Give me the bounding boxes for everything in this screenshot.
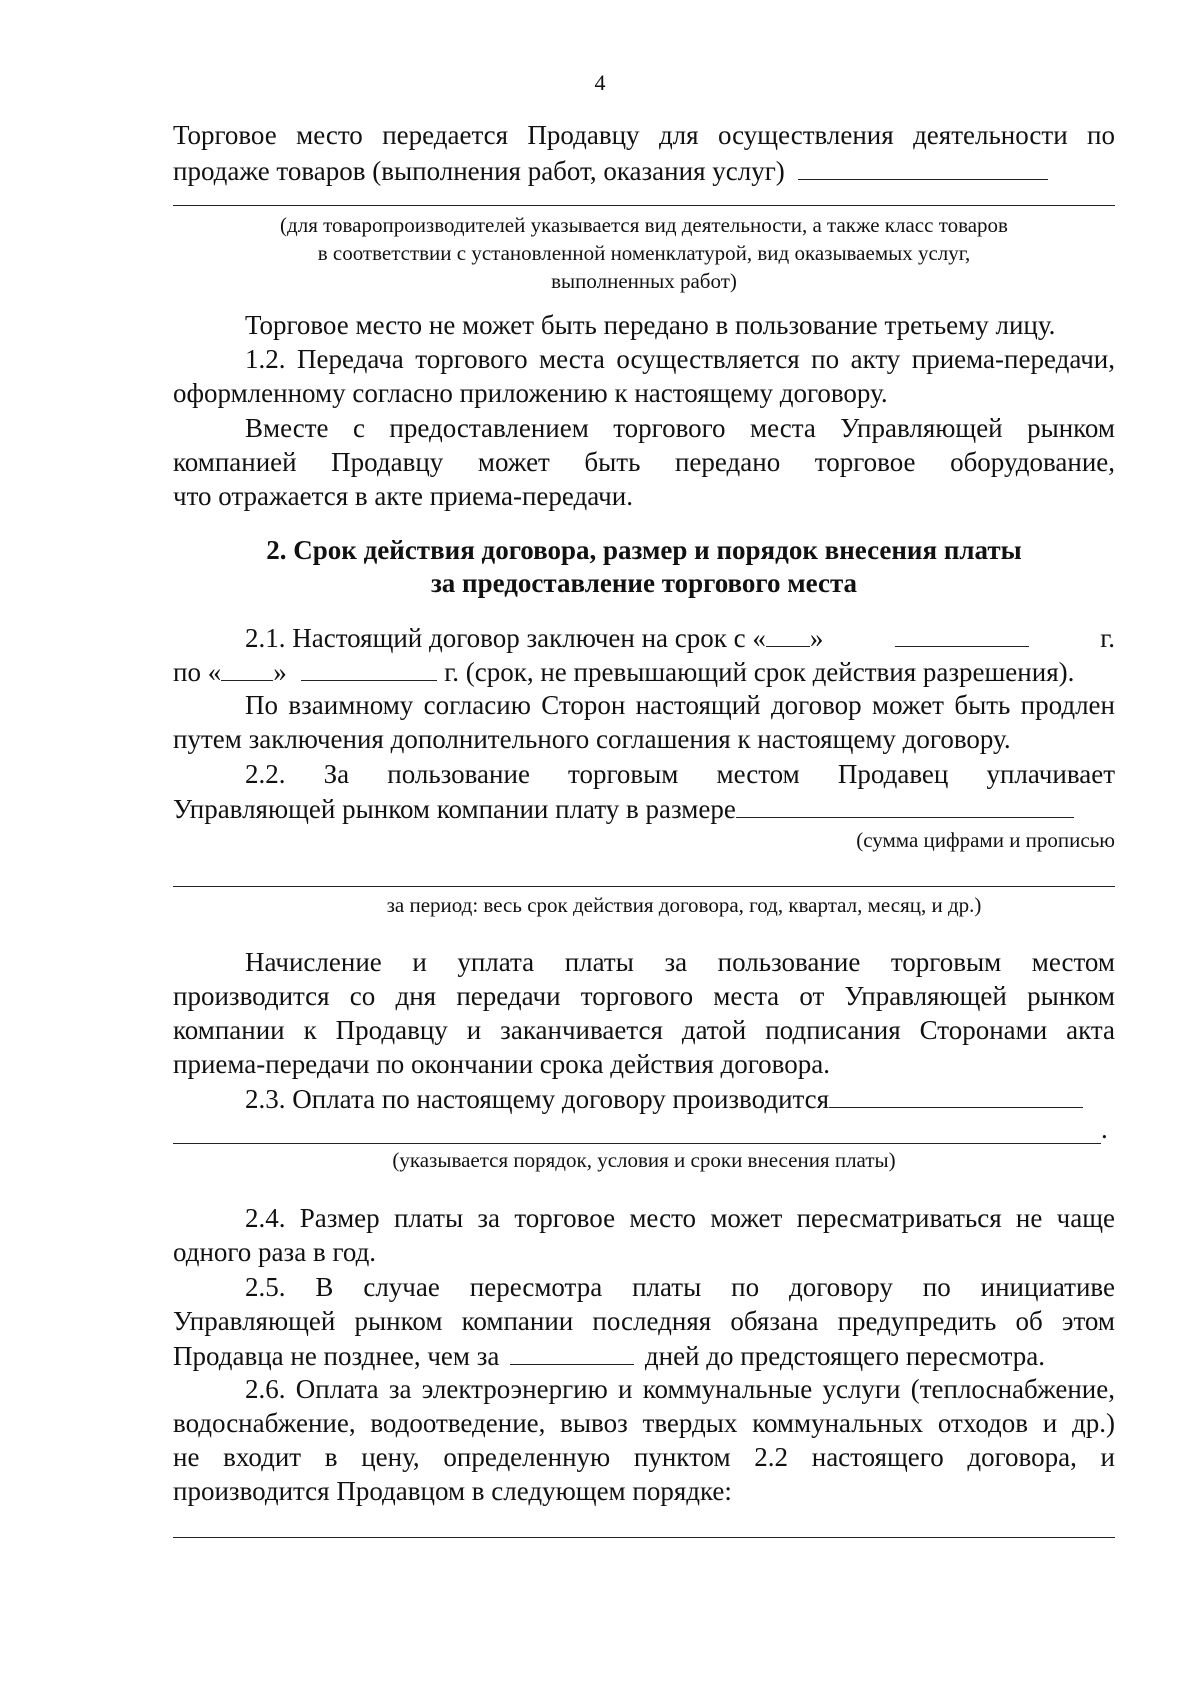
clause-2-6-line-1: 2.6. Оплата за электроэнергию и коммунальные услуги (теплоснабжение,	[245, 1374, 1115, 1404]
no-transfer-paragraph: Торговое место не может быть передано в пользование третьему лицу.	[245, 310, 1056, 340]
section-2-title-line-2: за предоставление торгового места	[430, 568, 858, 598]
accrual-line-3: компании к Продавцу и заканчивается датой подписания Сторонами акта	[173, 1015, 1115, 1045]
clause-2-4-line-1: 2.4. Размер платы за торговое место может пересматриваться не чаще	[245, 1203, 1115, 1233]
equipment-line-3: что отражается в акте приема-передачи.	[173, 481, 633, 511]
prolong-line-2: путем заключения дополнительного соглашения к настоящему договору.	[173, 724, 1011, 754]
amount-blank	[736, 791, 1074, 818]
prolong-line-1: По взаимному согласию Сторон настоящий договор может быть продлен	[245, 690, 1115, 720]
start-day-blank	[766, 620, 810, 647]
clause-2-6-line-2: водоснабжение, водоотведение, вывоз твердых коммунальных отходов и др.)	[173, 1408, 1115, 1438]
intro-line-2	[173, 153, 1115, 189]
clause-2-2-text: Управляющей рынком компании плату в размере	[173, 794, 736, 824]
clause-1-2-line-1: 1.2. Передача торгового места осуществляется по акту приема-передачи,	[245, 344, 1115, 374]
clause-2-1-line-1	[173, 620, 1115, 656]
clause-2-3-line-1	[173, 1081, 1115, 1117]
accrual-line-1: Начисление и уплата платы за пользование торговым местом	[245, 947, 1115, 977]
clause-2-1-start: 2.1. Настоящий договор заключен на срок с «	[245, 623, 766, 653]
period-blank-line	[173, 886, 1115, 887]
clause-2-2-line-1: 2.2. За пользование торговым местом Продавец уплачивает	[245, 759, 1115, 789]
intro-line-2-text: продаже товаров (выполнения работ, оказания услуг)	[173, 156, 785, 186]
equipment-line-1: Вместе с предоставлением торгового места Управляющей рынком	[245, 413, 1115, 443]
year-suffix: г.	[1100, 623, 1115, 653]
clause-2-6-line-4: производится Продавцом в следующем порядке:	[173, 1476, 732, 1506]
end-month-blank	[301, 654, 437, 681]
activity-blank-line	[173, 205, 1115, 206]
clause-1-2-line-2: оформленному согласно приложению к настоящему договору.	[173, 378, 888, 408]
clause-2-2-line-2	[173, 791, 1115, 827]
clause-2-1-to: по «	[173, 657, 222, 687]
clause-2-1-text	[245, 620, 823, 656]
note-activity-3: выполненных работ)	[551, 269, 737, 293]
clause-2-1-line-2	[173, 654, 1115, 690]
accrual-line-4: приема-передачи по окончании срока действия договора.	[173, 1049, 830, 1079]
utilities-blank-line	[173, 1537, 1115, 1538]
clause-2-4-line-2: одного раза в год.	[173, 1237, 377, 1267]
clause-2-6-line-3: не входит в цену, определенную пунктом 2.2 настоящего договора, и	[173, 1442, 1115, 1472]
payment-blank	[829, 1081, 1083, 1108]
payment-blank-line	[173, 1143, 1101, 1144]
clause-2-1-end: г. (срок, не превышающий срок действия разрешения).	[444, 657, 1075, 687]
note-activity-1: (для товаропроизводителей указывается вид деятельности, а также класс товаров	[280, 213, 1008, 237]
note-period: за период: весь срок действия договора, год, квартал, месяц, и др.)	[386, 893, 982, 917]
note-sum: (сумма цифрами и прописью	[856, 828, 1115, 852]
note-activity-2: в соответствии с установленной номенклатурой, вид оказываемых услуг,	[317, 241, 971, 265]
note-payment: (указывается порядок, условия и сроки внесения платы)	[392, 1148, 896, 1172]
clause-2-5-line-2: Управляющей рынком компании последняя обязана предупредить об этом	[173, 1306, 1115, 1336]
start-month-blank	[895, 620, 1029, 647]
clause-2-5-end: дней до предстоящего пересмотра.	[644, 1341, 1045, 1371]
days-blank	[510, 1338, 634, 1365]
activity-blank	[798, 153, 1048, 180]
page-number: 4	[594, 70, 606, 95]
intro-line-1: Торговое место передается Продавцу для осуществления деятельности по	[173, 120, 1115, 150]
end-day-blank	[221, 654, 273, 681]
accrual-line-2: производится со дня передачи торгового места от Управляющей рынком	[173, 981, 1115, 1011]
quote-close-2: »	[273, 657, 287, 687]
clause-2-3-text: 2.3. Оплата по настоящему договору производится	[245, 1084, 830, 1114]
section-2-title-line-1: 2. Срок действия договора, размер и порядок внесения платы	[266, 535, 1022, 565]
clause-2-5-line-1: 2.5. В случае пересмотра платы по договору по инициативе	[245, 1272, 1115, 1302]
clause-2-5-start: Продавца не позднее, чем за	[173, 1341, 500, 1371]
payment-line-dot: .	[1101, 1114, 1108, 1144]
quote-close: »	[809, 623, 824, 653]
clause-2-5-line-3	[173, 1338, 1115, 1374]
equipment-line-2: компанией Продавцу может быть передано торговое оборудование,	[173, 447, 1115, 477]
